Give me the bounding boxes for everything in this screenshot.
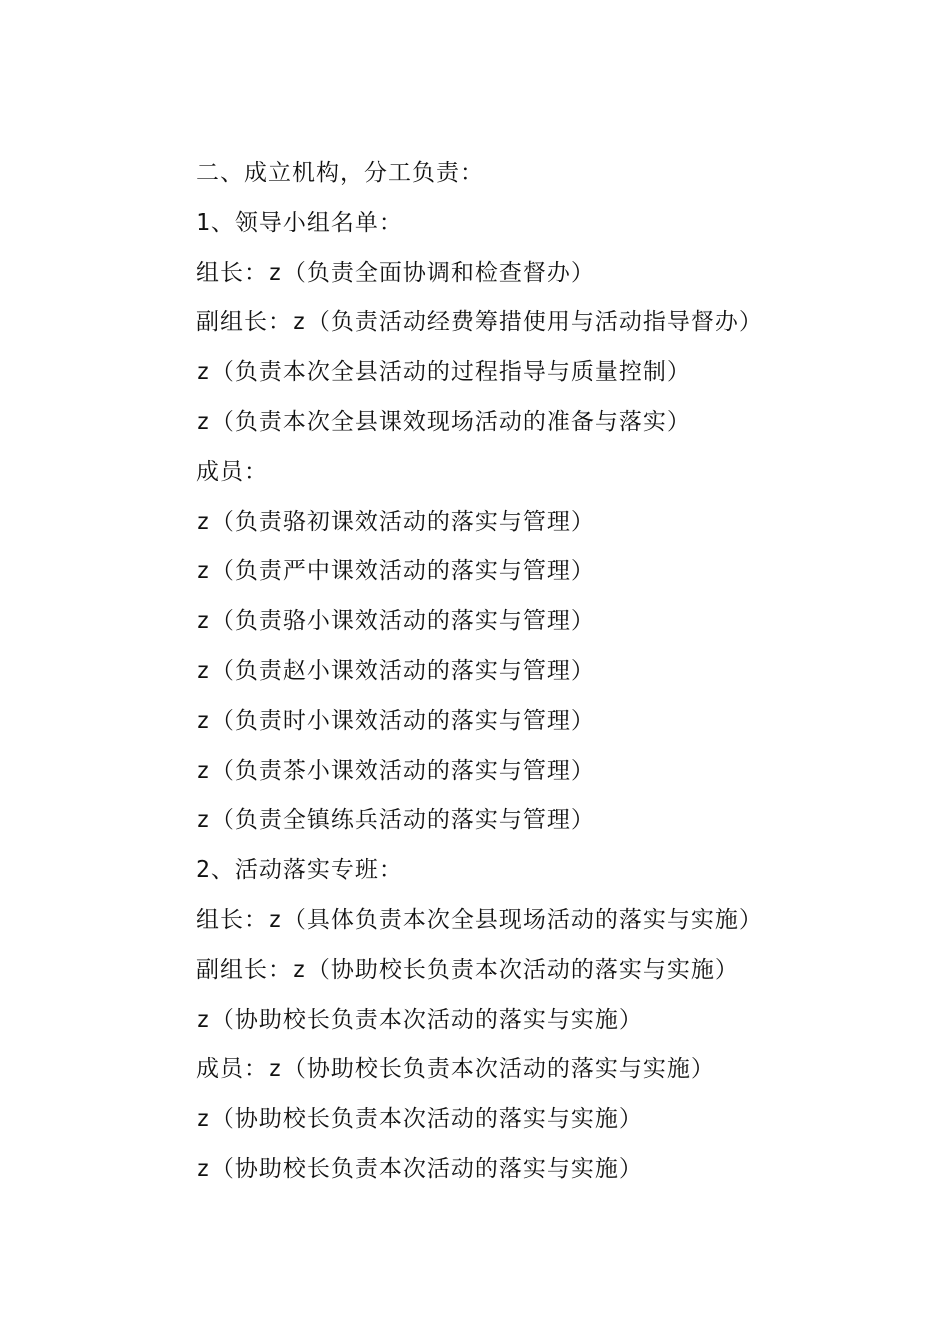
- document-body: [196, 149, 896, 1195]
- text-line: z（负责骆小课效活动的落实与管理）: [196, 608, 595, 635]
- text-line: 副组长：z（负责活动经费筹措使用与活动指导督办）: [196, 309, 763, 336]
- text-line: z（协助校长负责本次活动的落实与实施）: [196, 1155, 643, 1182]
- text-line: z（负责时小课效活动的落实与管理）: [196, 707, 595, 734]
- text-line: z（负责本次全县活动的过程指导与质量控制）: [196, 359, 691, 386]
- text-line: z（负责骆初课效活动的落实与管理）: [196, 508, 595, 535]
- text-line: 成员：z（协助校长负责本次活动的落实与实施）: [196, 1056, 715, 1083]
- text-line: 组长：z（具体负责本次全县现场活动的落实与实施）: [196, 906, 763, 933]
- text-line: 副组长：z（协助校长负责本次活动的落实与实施）: [196, 956, 739, 983]
- text-line: z（负责严中课效活动的落实与管理）: [196, 558, 595, 585]
- text-line: z（协助校长负责本次活动的落实与实施）: [196, 1106, 643, 1133]
- text-line: z（负责全镇练兵活动的落实与管理）: [196, 807, 595, 834]
- text-line: z（负责茶小课效活动的落实与管理）: [196, 757, 595, 784]
- text-line: 组长：z（负责全面协调和检查督办）: [196, 259, 595, 286]
- text-line: z（负责赵小课效活动的落实与管理）: [196, 657, 595, 684]
- text-line: 成员：: [196, 458, 268, 485]
- text-line: z（负责本次全县课效现场活动的准备与落实）: [196, 408, 691, 435]
- text-line: z（协助校长负责本次活动的落实与实施）: [196, 1006, 643, 1033]
- section-heading: 二、成立机构，分工负责：: [196, 160, 484, 186]
- subsection-heading: 1、领导小组名单：: [196, 209, 403, 236]
- subsection-heading: 2、活动落实专班：: [196, 857, 403, 884]
